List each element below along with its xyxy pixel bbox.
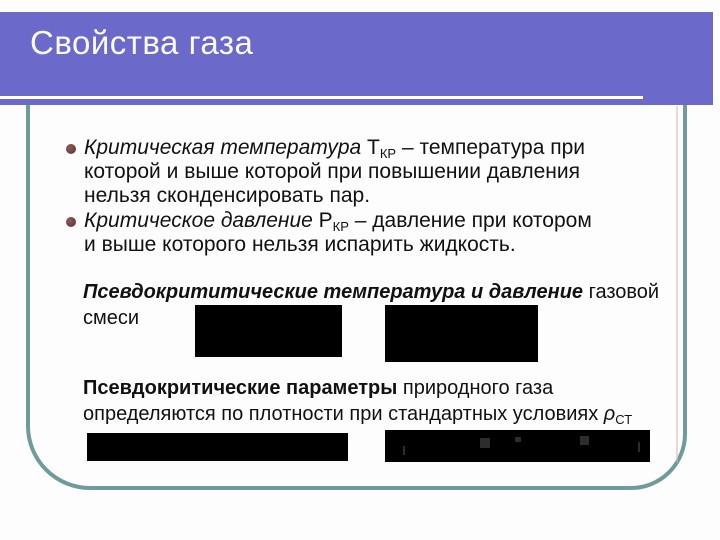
pseudo-params-line1-rest: природного газа [397,377,554,399]
bullet1-line1 [84,136,585,160]
pseudo-params-heading: Псевдокритические параметры [83,377,398,399]
pseudo-mix-line1 [83,280,659,304]
bullet2-symbol-subscript: КР [332,219,349,234]
bullet2-line1-rest: – давление при котором [348,209,592,232]
title-underline [0,96,643,99]
bullet1-line3: нельзя сконденсировать пар. [84,184,371,207]
formula-remnant-mark [580,436,589,445]
formula-remnant-mark [515,437,521,442]
pseudo-params-line1 [83,376,553,400]
bullet1-symbol-subscript: КР [379,146,397,161]
list-bullet-icon [66,144,76,154]
bullet1-symbol: Т [367,136,380,159]
redacted-formula-block [195,305,342,357]
redacted-formula-block [87,433,348,461]
formula-remnant-mark [638,442,640,452]
bullet1-term: Критическая температура [84,136,368,159]
formula-remnant-mark [403,446,405,455]
bullet2-symbol: Р [318,209,333,232]
bullet2-line1 [84,209,592,233]
page-title: Свойства газа [30,24,254,61]
pseudo-mix-line1-rest: газовой [583,281,660,303]
bullet2-line2: и выше которого нельзя испарить жидкость. [84,233,516,256]
pseudo-mix-heading: Псевдокрититические температура и давление [83,281,584,303]
frame-inner-shadow-line [676,106,678,462]
pseudo-params-line2-main: определяются по плотности при стандартных условиях [83,403,604,425]
bullet1-line1-rest: – температура при [396,136,585,159]
redacted-formula-block [385,430,650,462]
bullet2-term: Критическое давление [84,209,319,232]
pseudo-params-line2 [83,402,632,426]
density-symbol-subscript: СТ [615,412,633,427]
redacted-formula-block [385,305,538,362]
formula-remnant-mark [480,438,490,448]
list-bullet-icon [66,217,76,227]
bullet1-line2: которой и выше которой при повышении давления [84,160,581,183]
density-symbol: ρ [603,403,616,425]
pseudo-mix-line2: смеси [83,307,140,329]
